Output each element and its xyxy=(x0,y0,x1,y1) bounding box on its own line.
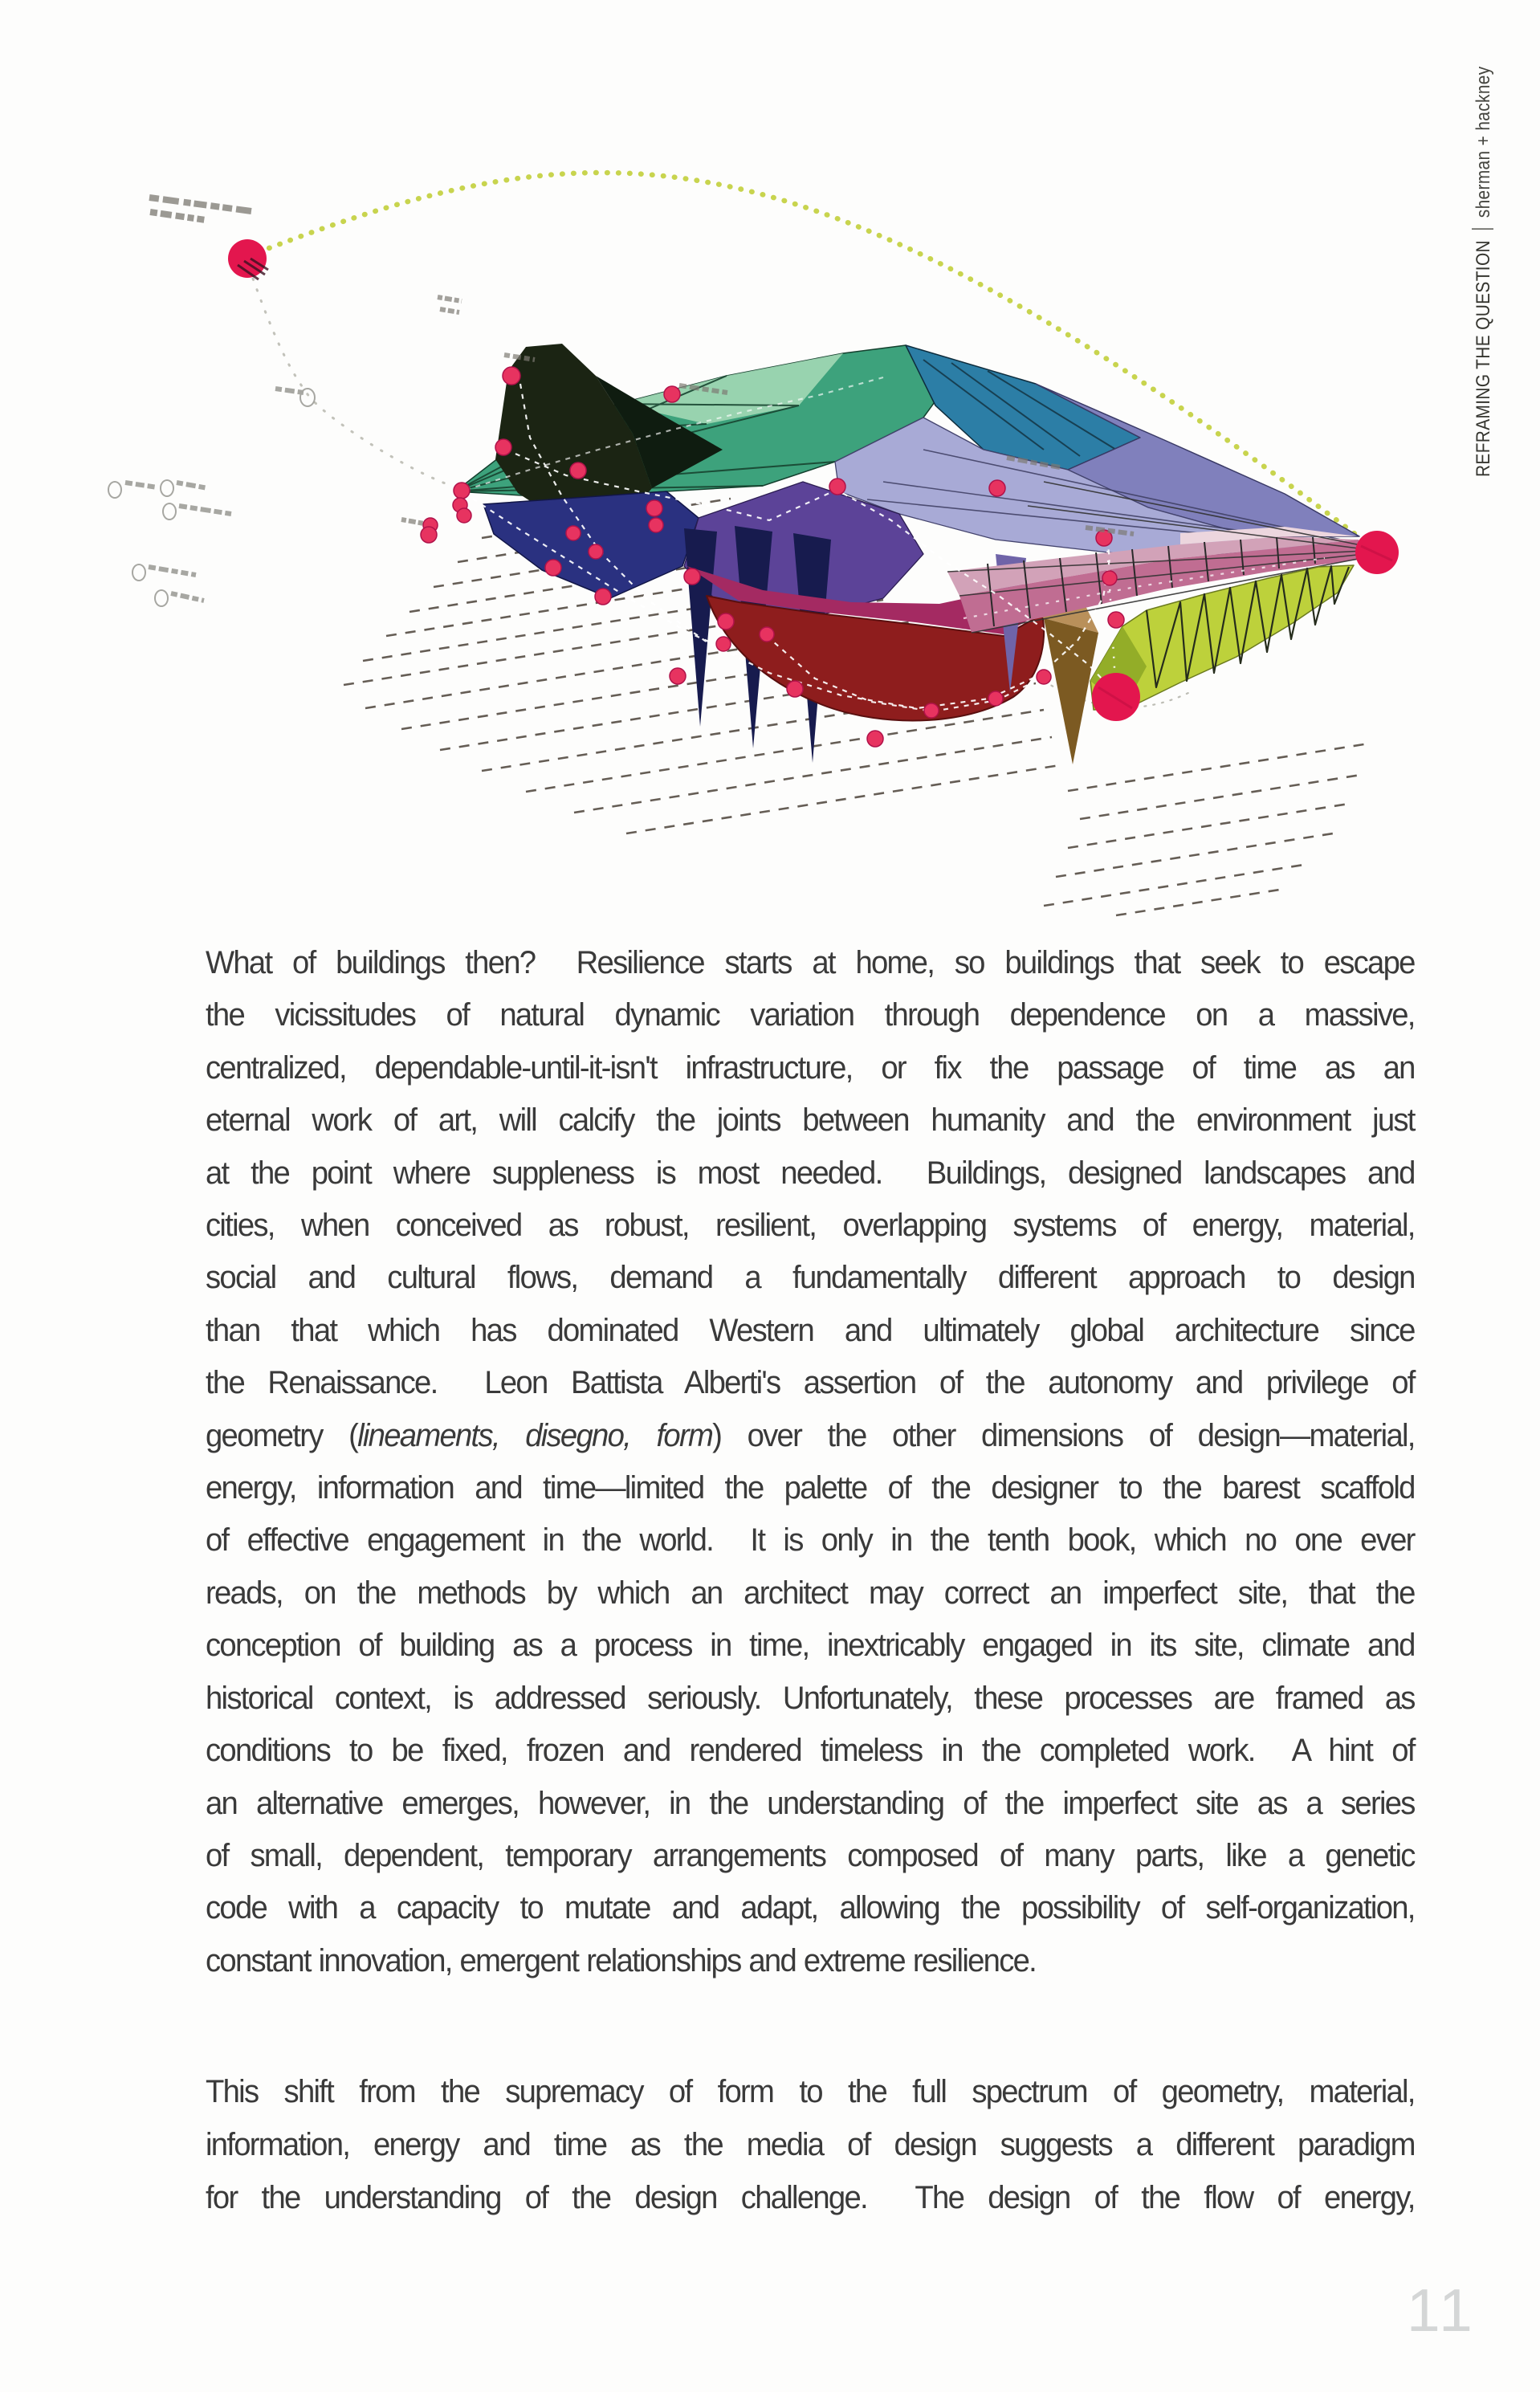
page-number: 11 xyxy=(1407,2276,1476,2344)
sidebar-vertical-text xyxy=(1472,66,1496,477)
body-line: This shift from the supremacy of form to the full spectrum of geometry, material, xyxy=(206,2074,1415,2109)
paragraph-1 xyxy=(206,937,1474,1987)
circled-micro-labels xyxy=(108,389,315,606)
body-line: at the point where suppleness is most needed. Buildings, designed landscapes and xyxy=(206,1155,1415,1191)
section-title: REFRAMING THE QUESTION xyxy=(1473,240,1494,477)
body-line: centralized, dependable-until-it-isn't infrastructure, or fix the passage of time as an xyxy=(206,1049,1415,1086)
site-mesh-figure xyxy=(0,0,1540,923)
body-line: an alternative emerges, however, in the understanding of the imperfect site as a series xyxy=(206,1785,1415,1821)
body-line: for the understanding of the design challenge. The design of the flow of energy, xyxy=(206,2180,1415,2215)
authors-label: sherman + hackney xyxy=(1473,66,1494,218)
body-line: conception of building as a process in time, inextricably engaged in its site, climate and xyxy=(206,1628,1415,1664)
body-line: conditions to be fixed, frozen and rendered timeless in the completed work. A hint of xyxy=(206,1733,1415,1769)
body-line: the Renaissance. Leon Battista Alberti's assertion of the autonomy and privilege of xyxy=(206,1365,1415,1401)
body-line: information, energy and time as the media of design suggests a different paradigm xyxy=(206,2127,1415,2162)
body-line: reads, on the methods by which an architect may correct an imperfect site, that the xyxy=(206,1575,1415,1611)
sidebar-divider xyxy=(1472,228,1493,230)
body-line: What of buildings then? Resilience starts at home, so buildings that seek to escape xyxy=(206,945,1415,980)
body-line: geometry (lineaments, disegno, form) over the other dimensions of design—material, xyxy=(206,1417,1415,1453)
site-mesh-svg xyxy=(0,0,1540,923)
body-line: historical context, is addressed seriously. Unfortunately, these processes are framed as xyxy=(206,1680,1415,1716)
micro-label-topleft xyxy=(149,198,251,220)
body-line: cities, when conceived as robust, resilient, overlapping systems of energy, material, xyxy=(206,1208,1415,1244)
body-line: of effective engagement in the world. It is only in the tenth book, which no one ever xyxy=(206,1522,1415,1559)
body-line: eternal work of art, will calcify the joints between humanity and the environment just xyxy=(206,1102,1415,1139)
body-line: of small, dependent, temporary arrangements composed of many parts, like a genetic xyxy=(206,1837,1415,1873)
body-line: code with a capacity to mutate and adapt, allowing the possibility of self-organization, xyxy=(206,1890,1415,1926)
body-line: social and cultural flows, demand a fundamentally different approach to design xyxy=(206,1260,1415,1296)
body-line: energy, information and time—limited the palette of the designer to the barest scaffold xyxy=(206,1470,1415,1506)
body-line: than that which has dominated Western and ultimately global architecture since xyxy=(206,1312,1415,1348)
body-line: the vicissitudes of natural dynamic variation through dependence on a massive, xyxy=(206,997,1415,1033)
body-line: constant innovation, emergent relationships and extreme resilience. xyxy=(206,1942,1037,1978)
paragraph-2 xyxy=(206,2065,1474,2224)
